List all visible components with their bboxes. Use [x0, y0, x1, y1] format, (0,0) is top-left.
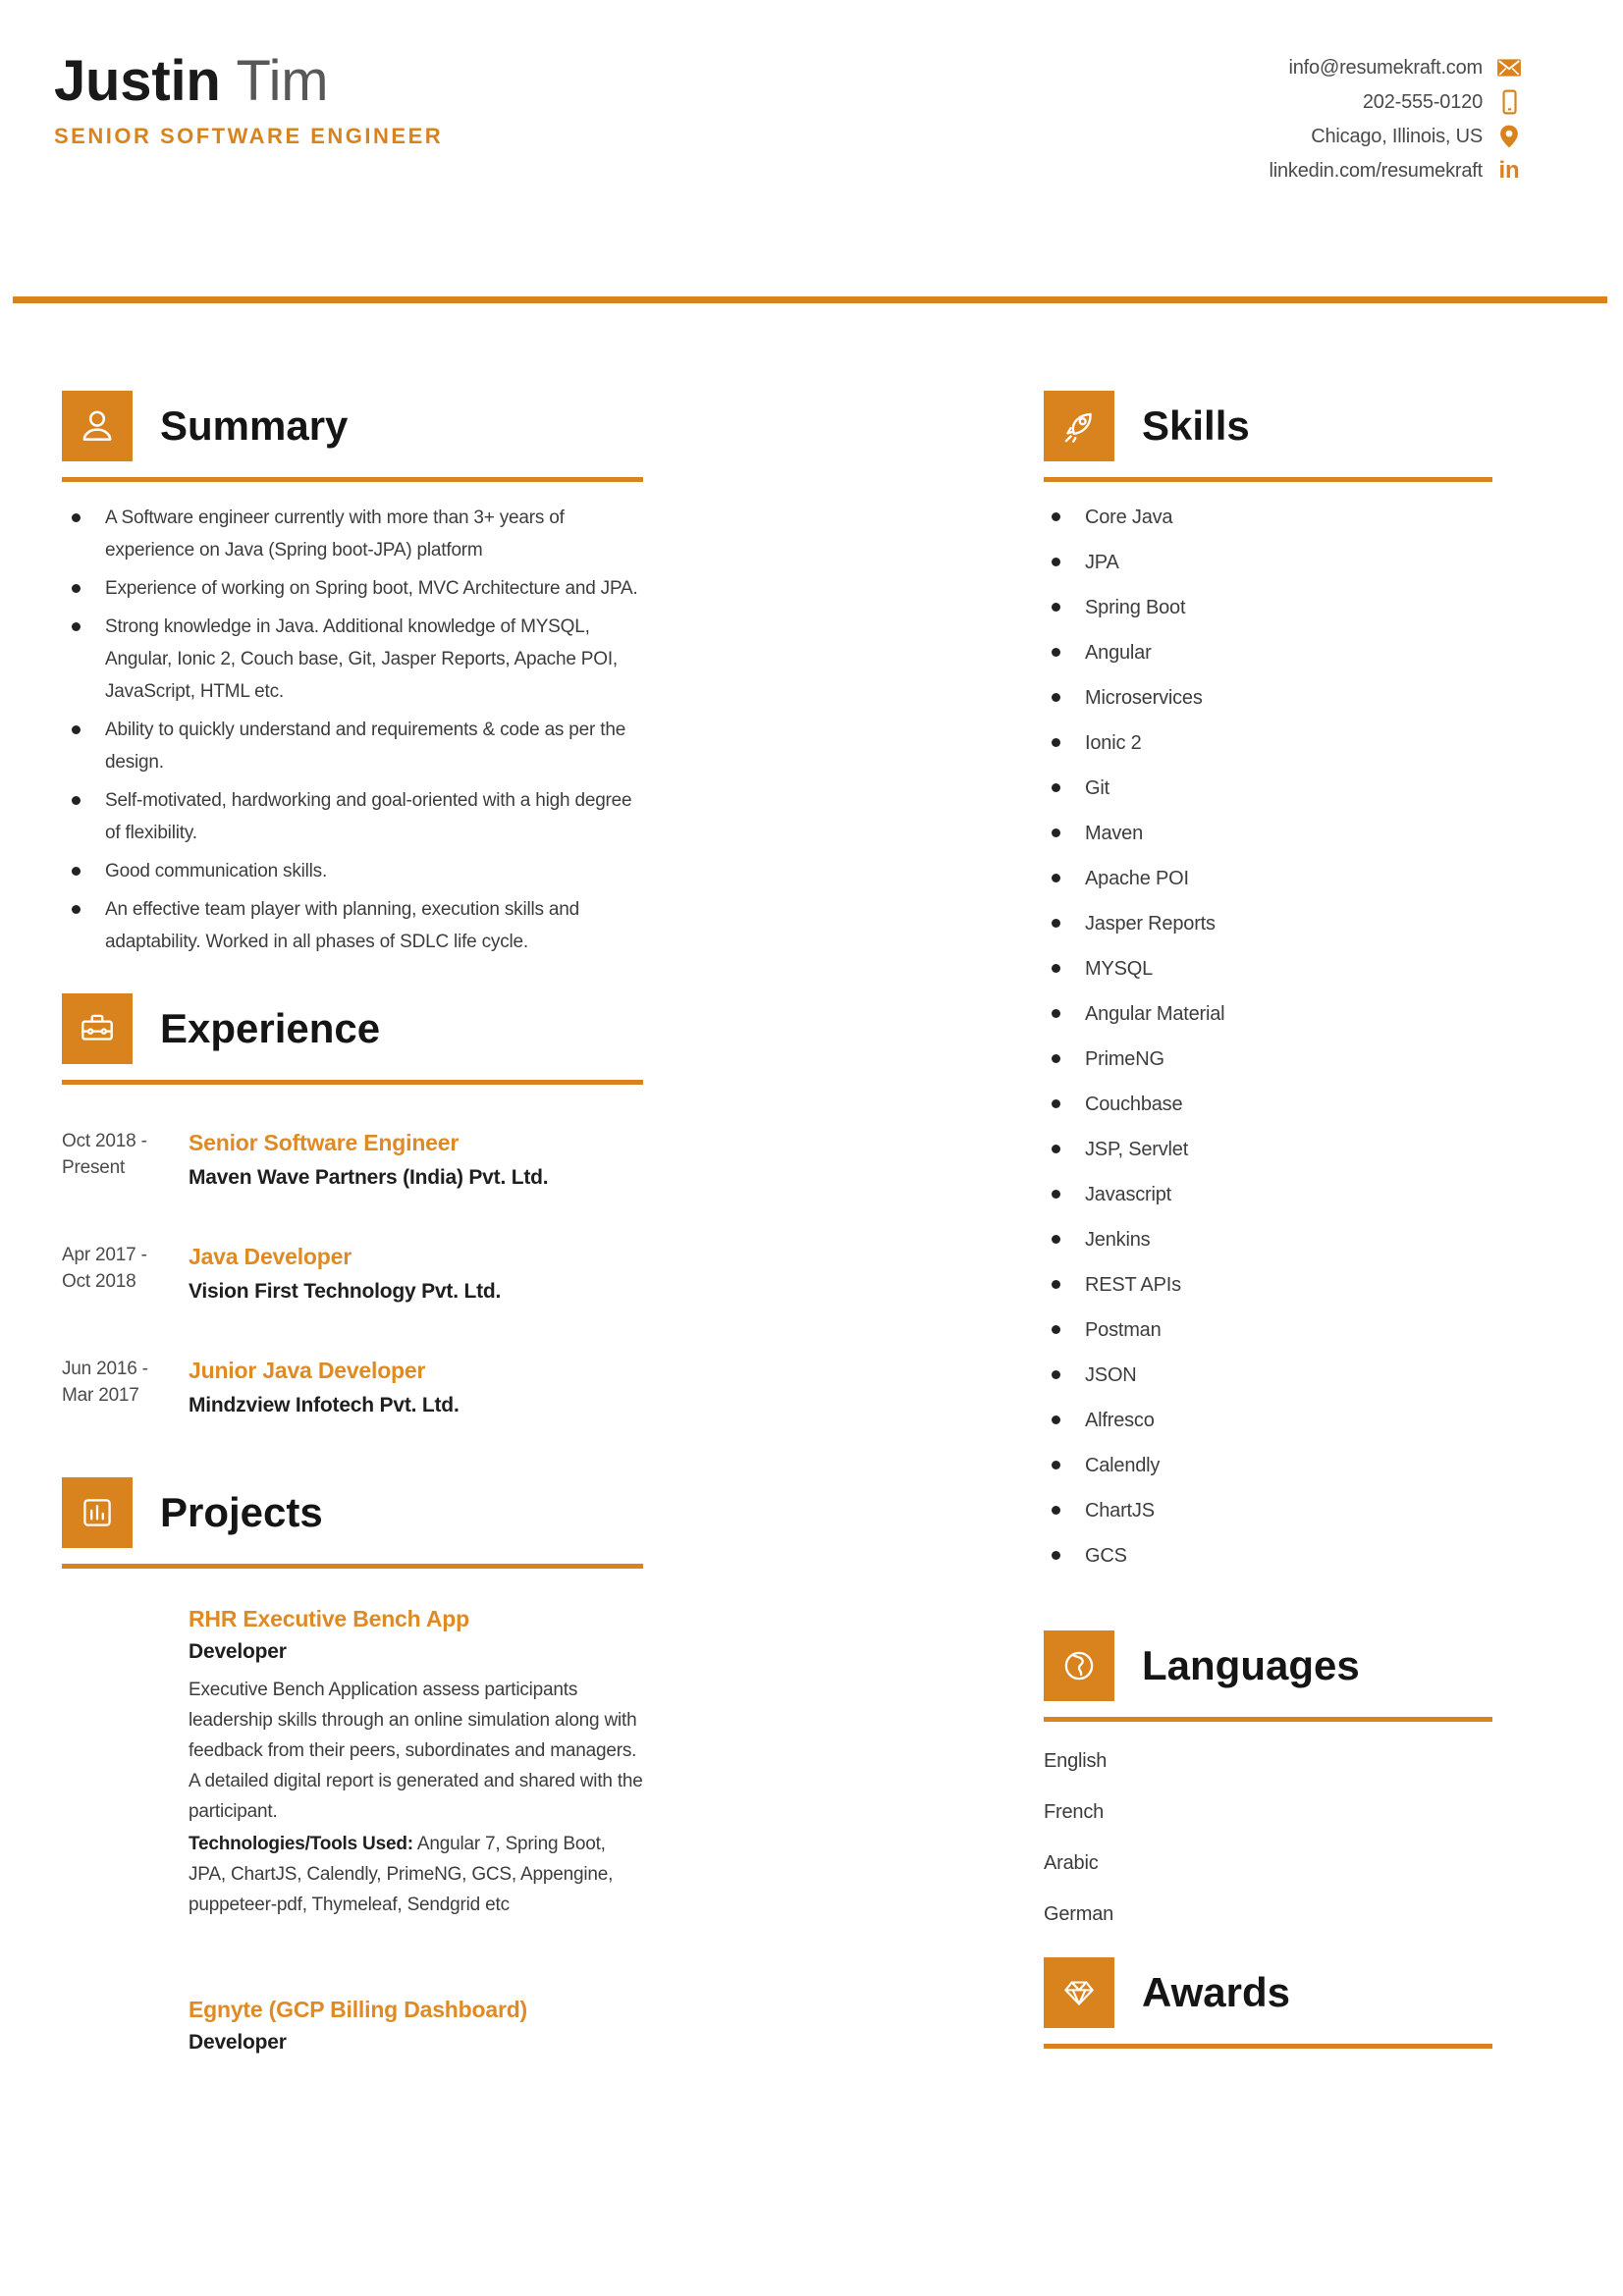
section-rule [62, 477, 643, 482]
job-dates [62, 1128, 189, 1191]
skill-item: MYSQL [1044, 955, 1492, 983]
language-item: Arabic [1044, 1852, 1099, 1874]
skill-item: Postman [1044, 1316, 1492, 1344]
skill-item: JSON [1044, 1362, 1492, 1389]
skill-item: Angular [1044, 639, 1492, 667]
rocket-icon [1044, 391, 1114, 461]
skill-item: GCS [1044, 1542, 1492, 1570]
first-name: Justin [54, 49, 221, 113]
projects-header [62, 1477, 643, 1548]
job-title: Junior Java Developer [189, 1358, 426, 1383]
job-list [62, 1128, 643, 1418]
skill-item: Calendly [1044, 1452, 1492, 1479]
resume-header [0, 0, 1623, 303]
project-item [189, 1995, 643, 2056]
job-company: Vision First Technology Pvt. Ltd. [189, 1280, 502, 1303]
skills-section [1044, 391, 1492, 1570]
section-title: Summary [160, 402, 349, 449]
summary-list [62, 502, 643, 958]
summary-bullet: A Software engineer currently with more than 3+ years of experience on Java (Spring boot-JPA) platform [62, 502, 643, 566]
identity-block [54, 51, 443, 184]
skill-item: Ionic 2 [1044, 729, 1492, 757]
job-date-to: Present [62, 1157, 126, 1178]
contact-email[interactable] [1269, 55, 1522, 80]
summary-section [62, 391, 643, 958]
section-rule [1044, 2044, 1492, 2049]
skill-item: Git [1044, 774, 1492, 802]
job-date-to: Mar 2017 [62, 1385, 139, 1406]
email-icon [1496, 55, 1522, 80]
skill-item: Spring Boot [1044, 594, 1492, 621]
skill-item: Jasper Reports [1044, 910, 1492, 937]
job-company: Mindzview Infotech Pvt. Ltd. [189, 1394, 460, 1416]
skill-item: Core Java [1044, 504, 1492, 531]
skill-item: ChartJS [1044, 1497, 1492, 1524]
awards-header [1044, 1957, 1492, 2028]
contact-phone[interactable] [1269, 89, 1522, 115]
briefcase-icon [62, 993, 133, 1064]
job-date-from: Oct 2018 - [62, 1131, 147, 1151]
contact-location[interactable] [1269, 124, 1522, 149]
contact-linkedin[interactable] [1269, 158, 1522, 184]
language-item: French [1044, 1801, 1105, 1823]
project-title: Egnyte (GCP Billing Dashboard) [189, 1997, 527, 2022]
globe-icon [1044, 1630, 1114, 1701]
project-tools-label: Technologies/Tools Used: [189, 1834, 413, 1854]
job-entry [62, 1242, 643, 1305]
contact-block [1269, 55, 1522, 184]
project-tools-text: Angular 7, Spring Boot, JPA, ChartJS, Calendly, PrimeNG, GCS, Appengine, puppeteer-pdf, Thymeleaf, Sendgrid etc [189, 1834, 614, 1915]
project-role: Developer [189, 2031, 287, 2054]
skill-item: Microservices [1044, 684, 1492, 712]
section-rule [62, 1080, 643, 1085]
job-title: Senior Software Engineer [189, 1130, 460, 1155]
contact-location-text: Chicago, Illinois, US [1311, 125, 1483, 147]
skill-item: Maven [1044, 820, 1492, 847]
section-title: Projects [160, 1489, 323, 1535]
job-date-from: Jun 2016 - [62, 1359, 148, 1379]
summary-header [62, 391, 643, 461]
summary-bullet: Good communication skills. [62, 855, 643, 887]
summary-bullet: Strong knowledge in Java. Additional knowledge of MYSQL, Angular, Ionic 2, Couch base, Git, Jasper Reports, Apache POI, JavaScript, HTML etc. [62, 611, 643, 708]
skills-header [1044, 391, 1492, 461]
job-entry [62, 1356, 643, 1418]
job-dates [62, 1356, 189, 1418]
job-title: Java Developer [189, 1244, 352, 1269]
contact-linkedin-text: linkedin.com/resumekraft [1269, 159, 1483, 182]
person-icon [62, 391, 133, 461]
location-icon [1496, 124, 1522, 149]
job-main [189, 1128, 643, 1191]
project-title: RHR Executive Bench App [189, 1606, 469, 1631]
phone-icon [1496, 89, 1522, 115]
person-job-title: SENIOR SOFTWARE ENGINEER [54, 124, 444, 148]
linkedin-icon: in [1498, 157, 1520, 184]
language-item: German [1044, 1903, 1114, 1925]
section-rule [62, 1564, 643, 1569]
section-rule [1044, 477, 1492, 482]
projects-section [62, 1477, 643, 2056]
skill-item: Alfresco [1044, 1407, 1492, 1434]
job-company: Maven Wave Partners (India) Pvt. Ltd. [189, 1166, 549, 1189]
skill-item: REST APIs [1044, 1271, 1492, 1299]
contact-email-text: info@resumekraft.com [1288, 56, 1483, 79]
project-description: Executive Bench Application assess participants leadership skills through an online simulation along with feedback from their peers, subordinates and managers. A detailed digital report is generated and shared with the participant. [189, 1680, 643, 1822]
project-list [189, 1604, 643, 2056]
language-item: English [1044, 1750, 1108, 1772]
job-main [189, 1242, 643, 1305]
summary-bullet: An effective team player with planning, execution skills and adaptability. Worked in all phases of SDLC life cycle. [62, 893, 643, 958]
summary-bullet: Experience of working on Spring boot, MVC Architecture and JPA. [62, 572, 643, 605]
project-tools [189, 1829, 643, 1920]
skill-item: Jenkins [1044, 1226, 1492, 1254]
header-divider [13, 296, 1607, 303]
experience-header [62, 993, 643, 1064]
section-rule [1044, 1717, 1492, 1722]
summary-bullet: Self-motivated, hardworking and goal-oriented with a high degree of flexibility. [62, 784, 643, 849]
section-title: Experience [160, 1005, 381, 1051]
experience-section [62, 993, 643, 1418]
last-name: Tim [236, 49, 329, 113]
person-name [54, 51, 443, 112]
skill-list [1044, 504, 1492, 1570]
left-column [62, 391, 643, 2130]
right-column [1044, 391, 1492, 2130]
skill-item: JSP, Servlet [1044, 1136, 1492, 1163]
section-title: Languages [1142, 1642, 1360, 1688]
bar-chart-icon [62, 1477, 133, 1548]
summary-bullet: Ability to quickly understand and requirements & code as per the design. [62, 714, 643, 778]
diamond-icon [1044, 1957, 1114, 2028]
job-main [189, 1356, 643, 1418]
job-date-to: Oct 2018 [62, 1271, 136, 1292]
section-title: Awards [1142, 1969, 1290, 2015]
skill-item: Couchbase [1044, 1091, 1492, 1118]
job-date-from: Apr 2017 - [62, 1245, 147, 1265]
skill-item: Apache POI [1044, 865, 1492, 892]
project-role: Developer [189, 1640, 287, 1663]
skill-item: Angular Material [1044, 1000, 1492, 1028]
contact-phone-text: 202-555-0120 [1362, 90, 1483, 113]
project-item [189, 1604, 643, 1920]
skill-item: Javascript [1044, 1181, 1492, 1208]
languages-header [1044, 1630, 1492, 1701]
section-title: Skills [1142, 402, 1250, 449]
languages-section [1044, 1630, 1492, 1928]
awards-section [1044, 1957, 1492, 2049]
skill-item: JPA [1044, 549, 1492, 576]
job-dates [62, 1242, 189, 1305]
job-entry [62, 1128, 643, 1191]
skill-item: PrimeNG [1044, 1045, 1492, 1073]
resume-body [0, 391, 1623, 2130]
language-list [1044, 1747, 1492, 1928]
